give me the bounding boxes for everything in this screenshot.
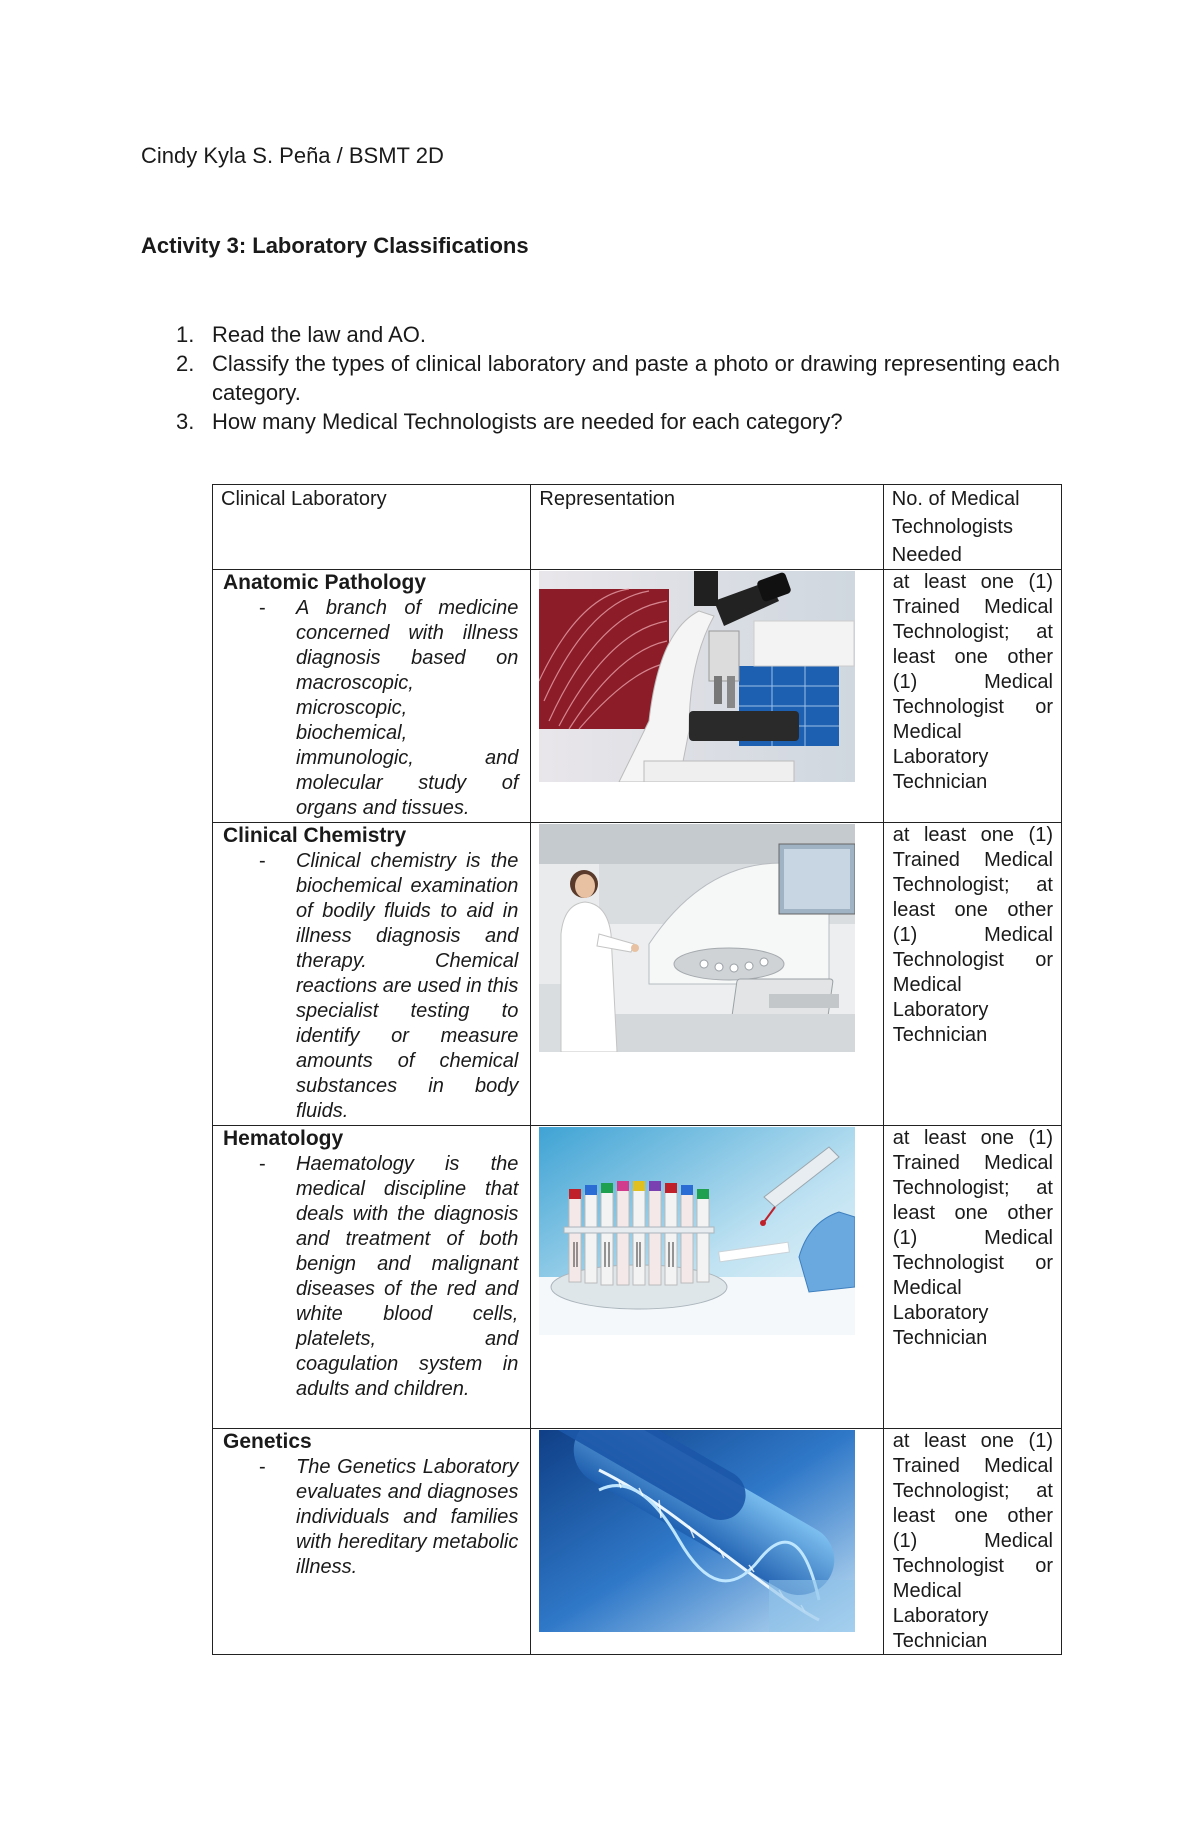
representation-cell [531,1126,883,1429]
table-row [213,1429,1062,1655]
category-name: Genetics [223,1430,312,1453]
bullet-dash: - [259,850,266,872]
representation-cell [531,1429,883,1655]
instruction-text: Read the law and AO. [212,322,427,347]
table-row [213,823,1062,1126]
instruction-text: How many Medical Technologists are needed for each category? [212,409,843,434]
description-text: Haematology is the medical discipline that deals with the diagnosis and treatment of both benign and malignant diseases of the red and white blood cells, platelets, and coagulation system in adults and children. [296,1153,519,1400]
category-name: Hematology [223,1127,344,1150]
author-line: Cindy Kyla S. Peña / BSMT 2D [141,143,444,168]
instruction-item [176,349,1060,407]
header-representation: Representation [531,485,883,570]
description-text: A branch of medicine concerned with illness diagnosis based on macroscopic, microscopic, biochemical, immunologic, and molecular study of organs and tissues. [296,597,519,819]
bullet-dash: - [259,1153,266,1175]
table-header-row [213,485,1062,570]
header-medtech-needed: No. of Medical Technologists Needed [883,485,1061,570]
microscope-photo [539,571,855,782]
table-row [213,1126,1062,1429]
instruction-number: 2. [176,351,195,376]
instruction-item [176,407,1060,436]
category-description [259,1152,519,1402]
instruction-text: Classify the types of clinical laboratory and paste a photo or drawing representing each category. [212,351,1060,405]
instruction-number: 3. [176,409,195,434]
instruction-item [176,320,1060,349]
representation-cell [531,570,883,823]
category-description [259,849,519,1124]
medtech-needed-cell: at least one (1) Trained Medical Technologist; at least one other (1) Medical Technologist or Medical Laboratory Technician [883,1126,1061,1429]
instruction-number: 1. [176,322,195,347]
medtech-needed-cell: at least one (1) Trained Medical Technologist; at least one other (1) Medical Technologist or Medical Laboratory Technician [883,1429,1061,1655]
category-description [259,1455,519,1580]
representation-cell [531,823,883,1126]
bullet-dash: - [259,1456,266,1478]
laboratory-table [212,484,1062,1655]
description-text: Clinical chemistry is the biochemical examination of bodily fluids to aid in illness diagnosis and therapy. Chemical reactions are used in this specialist testing to identify or measure amounts of chemical substances in body fluids. [296,850,519,1122]
category-cell [213,1429,531,1655]
category-name: Clinical Chemistry [223,824,407,847]
category-cell [213,570,531,823]
description-text: The Genetics Laboratory evaluates and diagnoses individuals and families with hereditary metabolic illness. [296,1456,519,1578]
header-clinical-laboratory: Clinical Laboratory [213,485,531,570]
bullet-dash: - [259,597,266,619]
category-description [259,596,519,821]
activity-title: Activity 3: Laboratory Classifications [141,233,529,258]
category-cell [213,823,531,1126]
category-name: Anatomic Pathology [223,571,427,594]
chemistry-analyzer-photo [539,824,855,1052]
medtech-needed-cell: at least one (1) Trained Medical Technologist; at least one other (1) Medical Technologist or Medical Laboratory Technician [883,823,1061,1126]
blood-tubes-photo [539,1127,855,1335]
table-row [213,570,1062,823]
category-cell [213,1126,531,1429]
medtech-needed-cell: at least one (1) Trained Medical Technologist; at least one other (1) Medical Technologist or Medical Laboratory Technician [883,570,1061,823]
instructions-list [176,320,1060,436]
dna-tube-photo [539,1430,855,1632]
